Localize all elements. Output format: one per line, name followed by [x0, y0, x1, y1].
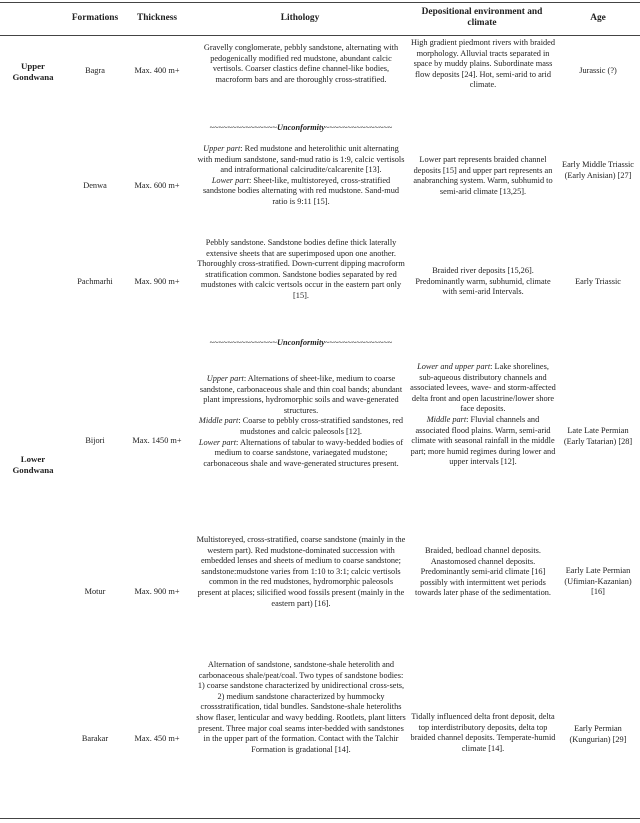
unconformity-tildes-left: ~~~~~~~~~~~~~~~	[209, 123, 278, 132]
unconformity-tildes-right: ~~~~~~~~~~~~~~~	[324, 123, 393, 132]
group-lower-gondwana: Lower Gondwana	[12, 454, 54, 475]
formation-name: Motur	[84, 587, 106, 596]
thickness-value: Max. 900 m+	[134, 587, 180, 596]
environment-first-text: : Lake shorelines, sub-aqueous distributory channels and associated levees, wave- and storm-affected delta front and open lacustrine/lower shore face deposits.	[410, 362, 556, 414]
age-text: Jurassic (?)	[579, 66, 617, 75]
age-text: Early Permian (Kungurian) [29]	[569, 724, 627, 744]
unconformity-marker-2	[196, 338, 406, 348]
lithology-text: Pebbly sandstone. Sandstone bodies define thick laterally extensive sheets that are superimposed upon one another. Thoroughly cross-stratified. Down-current dipping macroform stratification common. Sandstone bodies separated by red mudstones with calcic vertsols occur in the eastern part only [15].	[197, 238, 405, 300]
thickness-value: Max. 600 m+	[134, 181, 180, 190]
table-top-rule	[0, 2, 640, 3]
environment-text: High gradient piedmont rivers with braided morphology. Alluvial tracts separated in space by muddy plains. Subordinate mass flow deposits [24]. Hot, semi-arid to arid climate.	[410, 38, 555, 90]
lithology-upper-text: : Red mudstone and heterolithic unit alternating with medium sandstone, sand-mud ratio is 1:9, calcic vertisols and intraformational calcirudite/calcarenite [13].	[197, 144, 405, 175]
lithology-lower-label: Lower part	[198, 437, 237, 447]
formation-name: Pachmarhi	[77, 277, 113, 286]
lithology-lower-text: : Alternations of tabular to wavy-bedded bodies of medium to coarse sandstone, variaegated mudstone; carbonaceous shale and wave-generated structures present.	[203, 437, 404, 468]
formation-name: Bijori	[85, 436, 105, 445]
lithology-text	[196, 374, 406, 469]
environment-first-label: Lower and upper part	[417, 362, 491, 371]
environment-text	[410, 362, 556, 468]
header-environment: Depositional environment and climate	[421, 7, 543, 28]
unconformity-label: Unconformity	[277, 123, 325, 132]
unconformity-marker-1	[196, 123, 406, 133]
environment-text: Braided, bedload channel deposits. Anastomosed channel deposits. Predominantly semi-arid climate [16] possibly with intermittent wet periods towards later phase of the sedimentation.	[415, 546, 551, 598]
lithology-text: Multistoreyed, cross-stratified, coarse sandstone (mainly in the western part). Red mudstone-dominated succession with embedded lenses and sheets of medium to coarse sandstone; sandstone:mudstone varies from 1:10 to 3:1; calcic vertisols common in the red mudstones, hydromorphic paleosols present at places; silicified wood fossils present (mainly in the eastern part) [16].	[196, 535, 406, 608]
lithology-lower-label: Lower part	[211, 175, 249, 185]
header-bottom-rule	[0, 35, 640, 36]
formation-name: Barakar	[81, 734, 109, 743]
age-text: Early Late Permian (Ufimian-Kazanian) [16]	[564, 566, 632, 597]
age-text: Late Late Permian (Early Tatarian) [28]	[563, 426, 633, 446]
environment-second-text: : Fluvial channels and associated flood plains. Warm, semi-arid climate with seasonal rainfall in the middle part; more humid regimes during lower and upper intervals [12].	[410, 414, 556, 467]
age-text: Early Middle Triassic (Early Anisian) [27]	[562, 160, 634, 180]
lithology-upper-text: : Alternations of sheet-like, medium to coarse sandstone, carbonaceous shale and thin coal bands; abundant plant impressions, hydromorphic soils and wave-generated structures.	[199, 374, 403, 415]
unconformity-tildes-left: ~~~~~~~~~~~~~~~	[209, 338, 278, 347]
environment-text: Lower part represents braided channel deposits [15] and upper part represents an anabranching system. Warm, subhumid to semi-arid climate [13,25].	[413, 155, 553, 196]
header-thickness: Thickness	[136, 13, 178, 23]
lithology-text: Gravelly conglomerate, pebbly sandstone, alternating with pedogenically modified red mudstone, abundant calcic vertisols. Coarser clastics define channel-like bodies, macroform bars and are thoroughly cross-stratified.	[203, 43, 399, 84]
lithology-middle-label: Middle part	[198, 416, 239, 426]
formation-name: Denwa	[83, 181, 107, 190]
lithology-text	[196, 144, 406, 208]
lithology-text: Alternation of sandstone, sandstone-shale heterolith and carbonaceous shale/peat/coal. Two types of sandstone bodies: 1) coarse sandstone characterized by unidirectional cross-sets, 2) medium sandstone characterized by hummocky crossstratification, tidal bundles. Sandstone-shale heteroliths show flaser, lenticular and wavy bedding. Rootlets, plant litters present. Three major coal seams inter-bedded with sandstones in the upper part of the formation. Contact with the Talchir Formation is gradational [14].	[196, 660, 406, 754]
header-lithology: Lithology	[280, 13, 320, 23]
unconformity-tildes-right: ~~~~~~~~~~~~~~~	[324, 338, 393, 347]
thickness-value: Max. 400 m+	[134, 66, 180, 75]
header-age: Age	[590, 13, 606, 23]
thickness-value: Max. 450 m+	[134, 734, 180, 743]
environment-text: Braided river deposits [15,26]. Predominantly warm, subhumid, climate with semi-arid Intervals.	[415, 266, 551, 297]
lithology-upper-label: Upper part	[203, 144, 241, 153]
age-text: Early Triassic	[575, 277, 621, 286]
table-bottom-rule	[0, 818, 640, 819]
environment-second-label: Middle part	[426, 414, 467, 424]
thickness-value: Max. 900 m+	[134, 277, 180, 286]
unconformity-label: Unconformity	[277, 338, 325, 347]
thickness-value: Max. 1450 m+	[132, 436, 182, 445]
formation-name: Bagra	[85, 66, 105, 75]
lithology-lower-text: : Sheet-like, multistoreyed, cross-stratified sandstone bodies alternating with red mudstone. Sand-mud ratio is 9:11 [15].	[202, 175, 400, 206]
lithology-upper-label: Upper part	[206, 374, 244, 383]
group-upper-gondwana: Upper Gondwana	[12, 61, 54, 82]
lithology-middle-text: : Coarse to pebbly cross-stratified sandstones, red mudstones and calcic paleosols [12].	[238, 416, 404, 436]
environment-text: Tidally influenced delta front deposit, delta top interdistributory deposits, delta top braided channel deposits. Temperate-humid climate [14].	[410, 712, 556, 753]
header-formations: Formations	[71, 13, 119, 23]
